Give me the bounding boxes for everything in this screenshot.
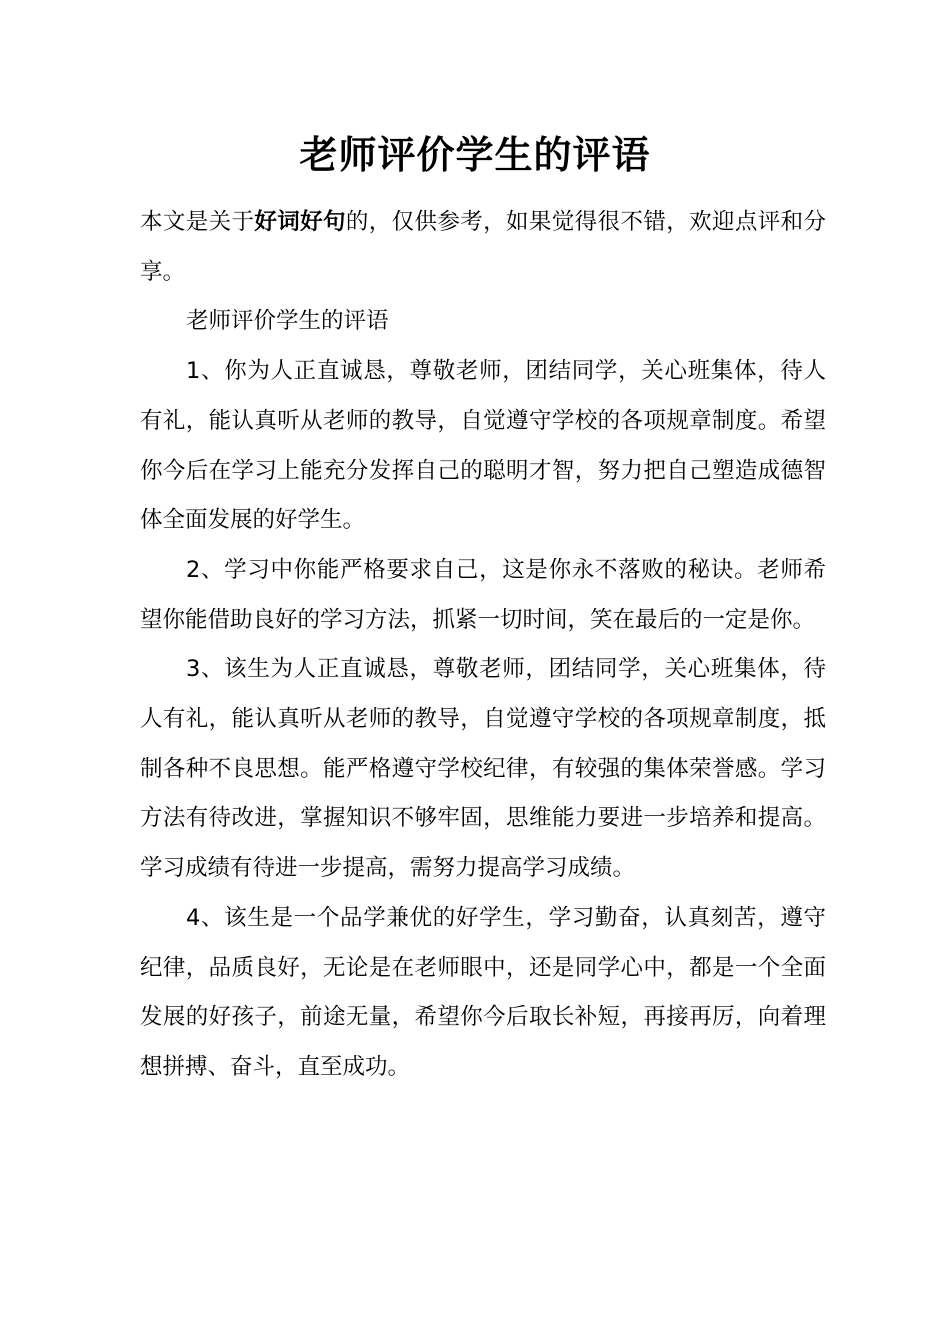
intro-text-before: 本文是关于: [140, 209, 255, 235]
comment-item-4: 4、该生是一个品学兼优的好学生，学习勤奋，认真刻苦，遵守纪律，品质良好，无论是在老师眼中，还是同学心中，都是一个全面发展的好孩子，前途无量，希望你今后取长补短，再接再厉，向着理想拼搏、奋斗，直至成功。: [140, 904, 826, 1080]
intro-keyword-link: 好词好句: [254, 209, 346, 235]
document-title: 老师评价学生的评语: [299, 133, 651, 178]
comment-item-2: 2、学习中你能严格要求自己，这是你永不落败的秘诀。老师希望你能借助良好的学习方法，抓紧一切时间，笑在最后的一定是你。: [140, 556, 826, 633]
comment-item-3: 3、该生为人正直诚恳，尊敬老师，团结同学，关心班集体，待人有礼，能认真听从老师的教导，自觉遵守学校的各项规章制度，抵制各种不良思想。能严格遵守学校纪律，有较强的集体荣誉感。学习方法有待改进，掌握知识不够牢固，思维能力要进一步培养和提高。学习成绩有待进一步提高，需努力提高学习成绩。: [140, 656, 826, 882]
document-body: [140, 198, 826, 1093]
document-subtitle: 老师评价学生的评语: [186, 308, 389, 335]
intro-paragraph: [140, 198, 826, 297]
intro-text-after: 的，仅供参考，如果觉得很不错，欢迎点评和分享。: [140, 209, 826, 285]
comment-item-1: 1、你为人正直诚恳，尊敬老师，团结同学，关心班集体，待人有礼，能认真听从老师的教导，自觉遵守学校的各项规章制度。希望你今后在学习上能充分发挥自己的聪明才智，努力把自己塑造成德智体全面发展的好学生。: [140, 358, 826, 534]
